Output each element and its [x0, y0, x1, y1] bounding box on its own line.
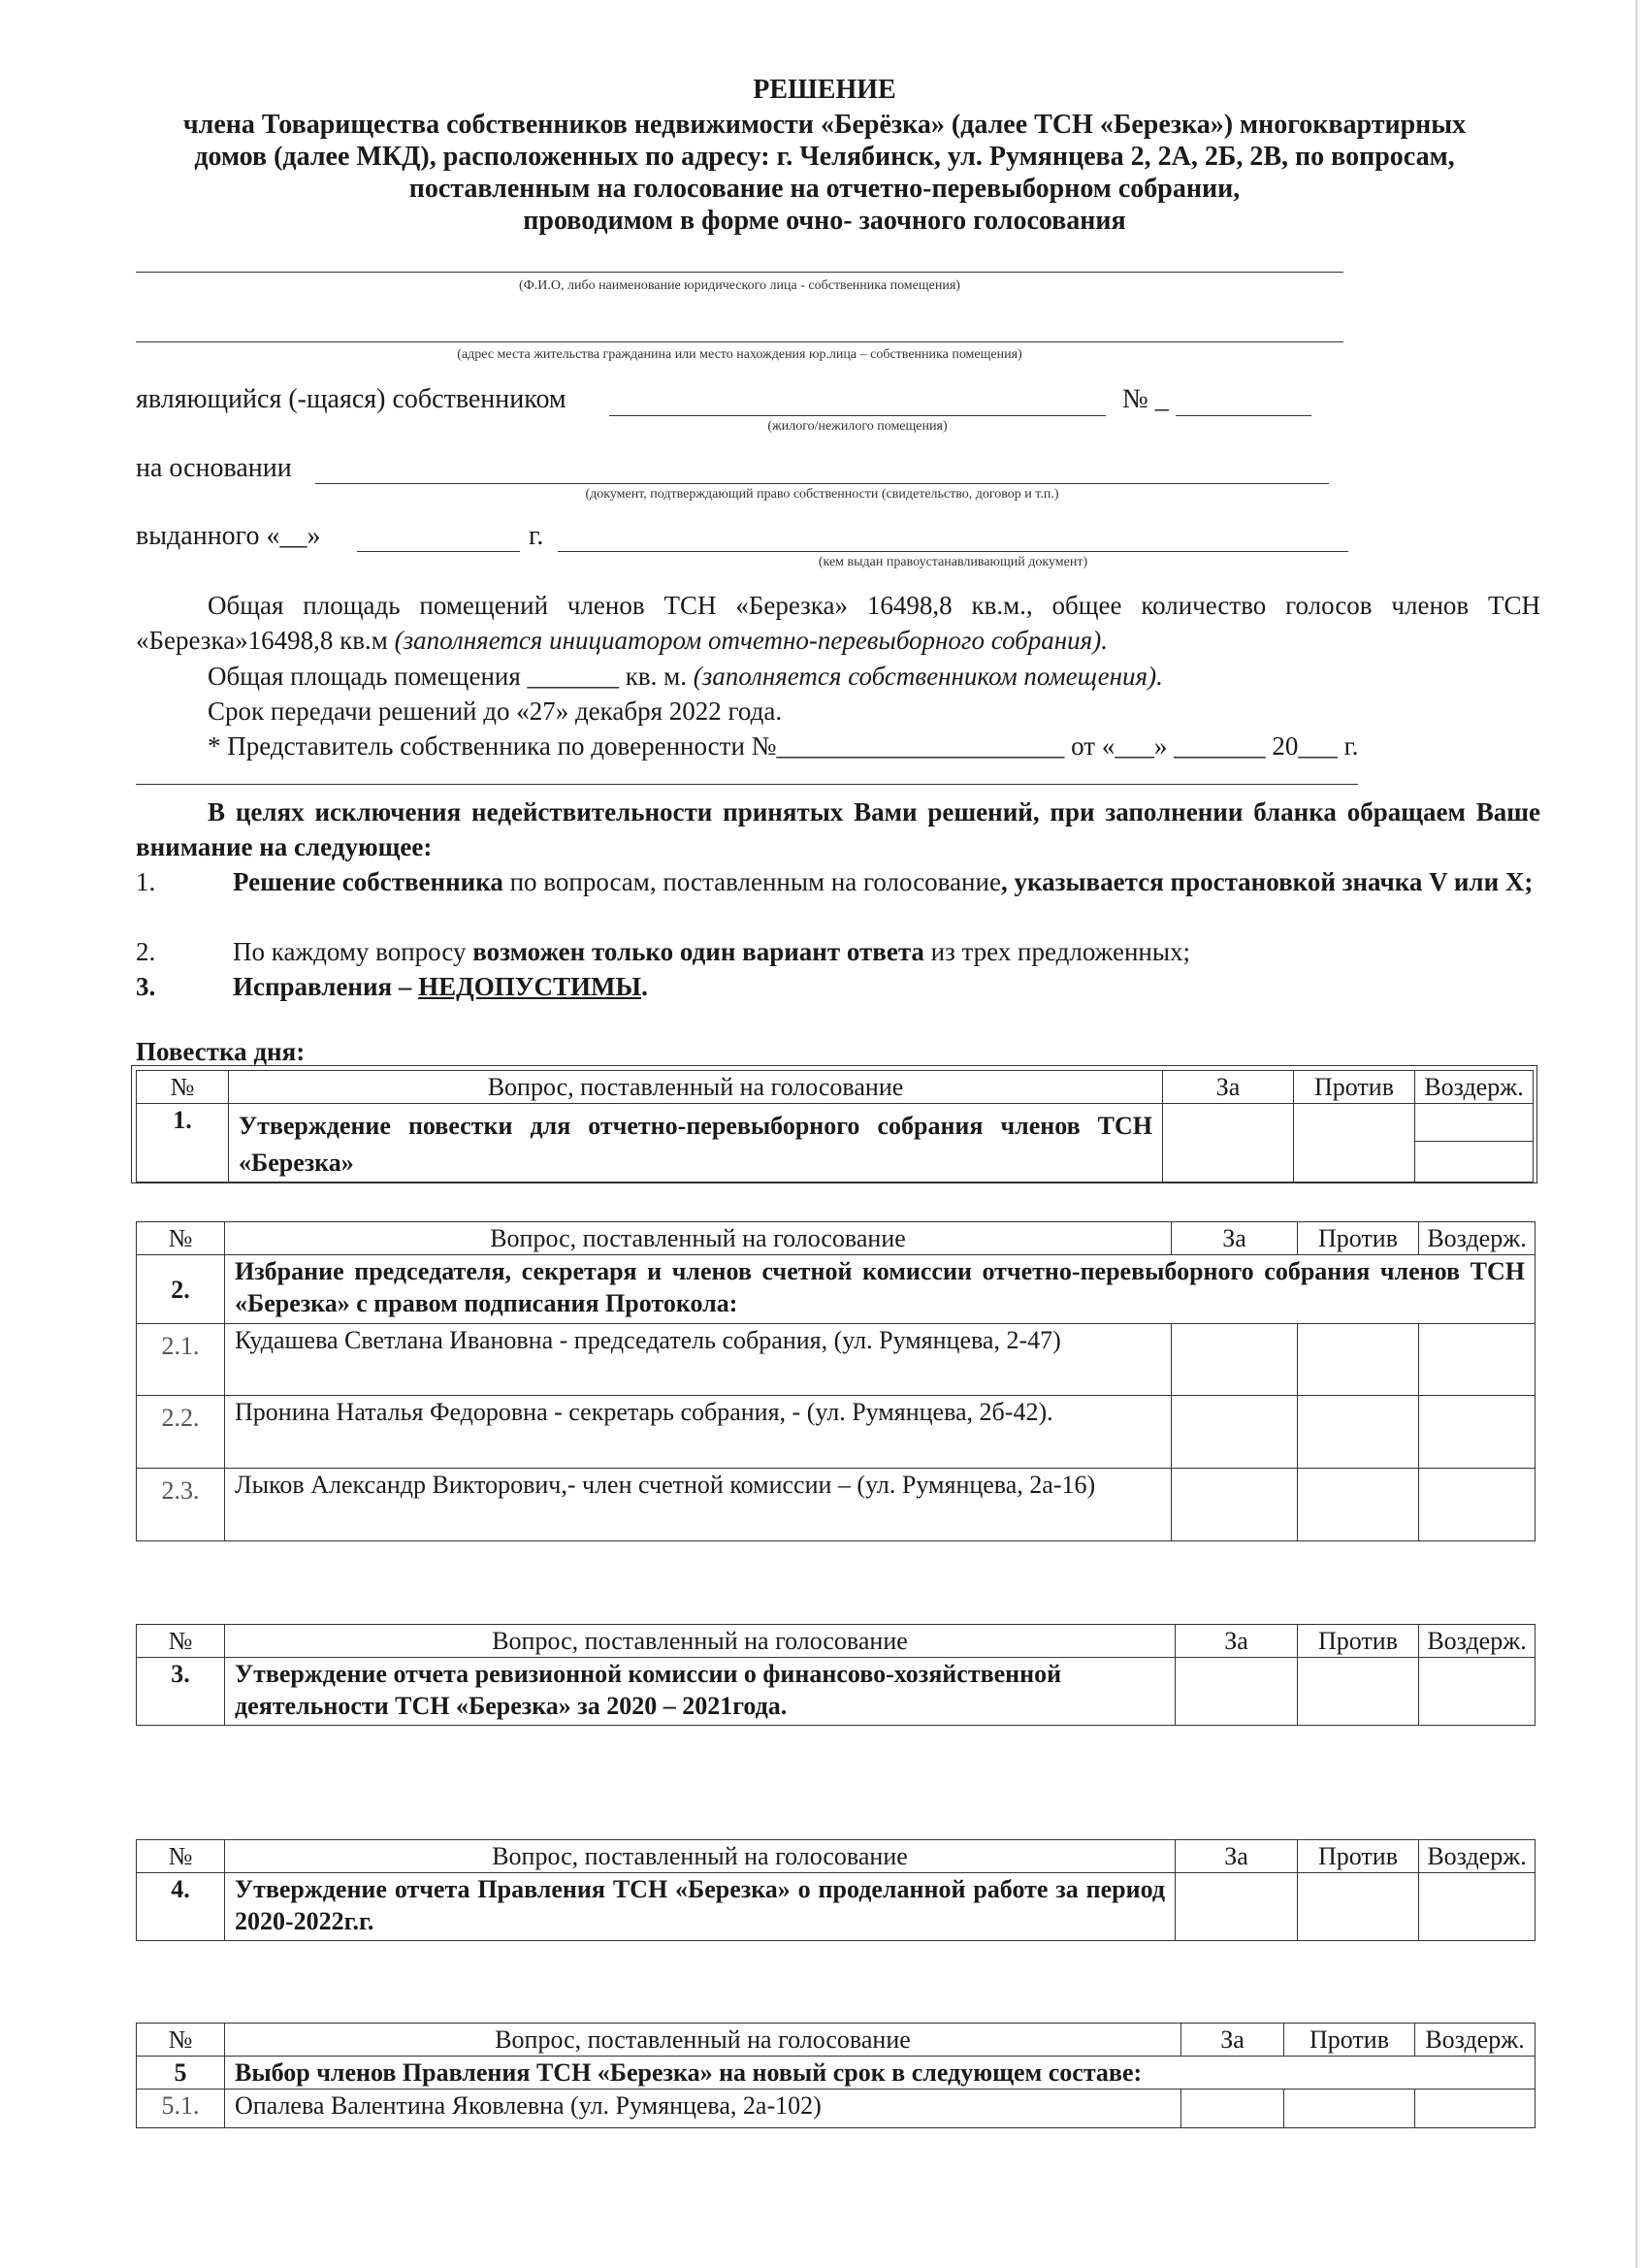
vote-abstain-box[interactable]: [1415, 1104, 1534, 1183]
row-num: 3.: [137, 1658, 225, 1726]
table-header-row: [137, 1222, 1536, 1255]
notice-item-2-b1: возможен только один вариант ответа: [472, 937, 924, 966]
notice-item-3-text: [233, 969, 648, 1004]
year-label: г.: [529, 521, 544, 551]
table-header-row: [137, 2024, 1536, 2057]
header-against: Против: [1294, 1071, 1415, 1104]
vote-for-box[interactable]: [1176, 1658, 1298, 1726]
row-question: Кудашева Светлана Ивановна - председатель собрания, (ул. Румянцева, 2-47): [225, 1324, 1172, 1396]
header-for: За: [1176, 1840, 1298, 1873]
vote-abstain-box[interactable]: [1419, 1469, 1536, 1541]
title-line-4: проводимом в форме очно- заочного голосования: [523, 206, 1126, 236]
notice-item-2-t2: из трех предложенных;: [923, 937, 1190, 966]
vote-for-box[interactable]: [1172, 1396, 1298, 1469]
owner-label: являющийся (-щаяся) собственником: [136, 384, 566, 414]
vote-table-3: [136, 1624, 1536, 1726]
row-question: Утверждение отчета ревизионной комиссии о финансово-хозяйственной деятельности ТСН «Березка» за 2020 – 2021года.: [225, 1658, 1176, 1726]
row-question: Опалева Валентина Яковлевна (ул. Румянцева, 2а-102): [225, 2090, 1181, 2128]
header-against: Против: [1298, 1222, 1419, 1255]
vote-against-box[interactable]: [1298, 1396, 1419, 1469]
number-label: № _: [1122, 384, 1169, 414]
vote-abstain-box[interactable]: [1419, 1873, 1536, 1941]
notice-item-2-num: 2.: [136, 937, 156, 966]
header-abstain: Воздерж.: [1419, 1840, 1536, 1873]
header-question: Вопрос, поставленный на голосование: [225, 1625, 1176, 1658]
fio-caption: (Ф.И.О, либо наименование юридического лица - собственника помещения): [519, 278, 960, 293]
header-num: №: [137, 1625, 225, 1658]
header-num: №: [137, 1222, 225, 1255]
representative-extra-line[interactable]: [136, 784, 1358, 785]
premises-input-line[interactable]: [609, 415, 1106, 416]
table-header-row: [137, 1071, 1534, 1104]
area-owner-note: (заполняется собственником помещения).: [693, 662, 1163, 691]
vote-table-1: [136, 1070, 1534, 1183]
header-for: За: [1172, 1222, 1298, 1255]
header-num: №: [137, 2024, 225, 2057]
vote-against-box[interactable]: [1298, 1324, 1419, 1396]
premises-number-input-line[interactable]: [1176, 415, 1311, 416]
row-question: Выбор членов Правления ТСН «Березка» на новый срок в следующем составе:: [225, 2057, 1536, 2090]
table-row: [137, 1255, 1536, 1324]
address-caption: (адрес места жительства гражданина или место нахождения юр.лица – собственника помещения): [457, 347, 1022, 362]
premises-caption: (жилого/нежилого помещения): [767, 419, 948, 434]
basis-label: на основании: [136, 453, 292, 483]
area-total-paragraph: [136, 588, 1540, 658]
vote-against-box[interactable]: [1294, 1104, 1415, 1183]
header-question: Вопрос, поставленный на голосование: [225, 1840, 1176, 1873]
notice-item-1-b1: Решение собственника: [233, 867, 503, 896]
row-question: Утверждение повестки для отчетно-перевыборного собрания членов ТСН «Березка»: [229, 1104, 1163, 1183]
table-row: [137, 1873, 1536, 1941]
header-abstain: Воздерж.: [1415, 2024, 1536, 2057]
header-question: Вопрос, поставленный на голосование: [225, 2024, 1181, 2057]
vote-against-box[interactable]: [1298, 1873, 1419, 1941]
notice-item-2: [136, 934, 1540, 969]
table-row: [137, 2057, 1536, 2090]
row-question: Лыков Александр Викторович,- член счетной комиссии – (ул. Румянцева, 2а-16): [225, 1469, 1172, 1541]
area-owner-line: [208, 659, 1163, 694]
notice-item-3-b1: Исправления –: [233, 972, 419, 1001]
header-abstain: Воздерж.: [1415, 1071, 1534, 1104]
row-num: 1.: [137, 1104, 229, 1183]
vote-against-box[interactable]: [1298, 1658, 1419, 1726]
row-question: Утверждение отчета Правления ТСН «Березка» о проделанной работе за период 2020-2022г.г.: [225, 1873, 1176, 1941]
notice-item-1: [136, 864, 1540, 934]
header-against: Против: [1298, 1625, 1419, 1658]
vote-abstain-box[interactable]: [1415, 2090, 1536, 2128]
area-total-note: (заполняется инициатором отчетно-перевыборного собрания).: [394, 626, 1108, 655]
issued-date-input-line[interactable]: [357, 551, 520, 552]
header-for: За: [1181, 2024, 1284, 2057]
row-num: 5: [137, 2057, 225, 2090]
fio-input-line[interactable]: [136, 272, 1343, 273]
header-question: Вопрос, поставленный на голосование: [229, 1071, 1163, 1104]
header-num: №: [137, 1840, 225, 1873]
issued-caption: (кем выдан правоустанавливающий документ): [818, 555, 1088, 569]
notice-item-2-text: [233, 934, 1190, 969]
row-num: 2.2.: [137, 1396, 225, 1469]
row-num: 5.1.: [137, 2090, 225, 2128]
notice-item-3-u1: НЕДОПУСТИМЫ: [418, 972, 642, 1001]
representative-line[interactable]: * Представитель собственника по доверенности №______________________ от «___» _______ 20___ г.: [208, 731, 1359, 761]
vote-for-box[interactable]: [1176, 1873, 1298, 1941]
vote-against-box[interactable]: [1284, 2090, 1415, 2128]
notice-item-3: [136, 969, 1540, 1004]
notice-item-1-b2: , указывается простановкой значка V или X;: [1000, 867, 1534, 896]
header-abstain: Воздерж.: [1419, 1222, 1536, 1255]
vote-for-box[interactable]: [1172, 1324, 1298, 1396]
title-line-1: члена Товарищества собственников недвижимости «Берёзка» (далее ТСН «Березка») многоквартирных: [182, 110, 1467, 140]
vote-table-4: [136, 1839, 1536, 1941]
table-row: [137, 1104, 1534, 1183]
basis-input-line[interactable]: [315, 483, 1329, 484]
notice-item-3-b2: .: [641, 972, 648, 1001]
area-total-text: Общая площадь помещений членов ТСН «Березка» 16498,8 кв.м., общее количество голосов членов ТСН «Березка»16498,8 кв.м: [136, 591, 1540, 655]
table-header-row: [137, 1840, 1536, 1873]
row-num: 4.: [137, 1873, 225, 1941]
notice-item-2-t1: По каждому вопросу: [233, 937, 473, 966]
notice-item-1-num: 1.: [136, 867, 156, 896]
header-abstain: Воздерж.: [1419, 1625, 1536, 1658]
vote-for-box[interactable]: [1181, 2090, 1284, 2128]
row-num: 2.1.: [137, 1324, 225, 1396]
basis-caption: (документ, подтверждающий право собственности (свидетельство, договор и т.п.): [585, 487, 1059, 502]
table-header-row: [137, 1625, 1536, 1658]
table-row: [137, 1658, 1536, 1726]
vote-table-2: [136, 1221, 1536, 1541]
header-num: №: [137, 1071, 229, 1104]
header-against: Против: [1298, 1840, 1419, 1873]
document-title: РЕШЕНИЕ: [753, 75, 896, 105]
header-for: За: [1163, 1071, 1294, 1104]
notice-item-1-text: [233, 864, 1540, 899]
address-input-line[interactable]: [136, 341, 1343, 342]
row-num: 2.: [137, 1255, 225, 1324]
issuer-input-line[interactable]: [558, 551, 1348, 552]
vote-for-box[interactable]: [1172, 1469, 1298, 1541]
vote-abstain-box[interactable]: [1419, 1658, 1536, 1726]
deadline-line: Срок передачи решений до «27» декабря 2022 года.: [208, 697, 783, 726]
title-line-2: домов (далее МКД), расположенных по адресу: г. Челябинск, ул. Румянцева 2, 2А, 2Б, 2В, по вопросам,: [194, 142, 1455, 172]
row-question: Пронина Наталья Федоровна - секретарь собрания, - (ул. Румянцева, 2б-42).: [225, 1396, 1172, 1469]
vote-abstain-box[interactable]: [1419, 1396, 1536, 1469]
table-row: [137, 1469, 1536, 1541]
table-row: [137, 1396, 1536, 1469]
header-question: Вопрос, поставленный на голосование: [225, 1222, 1172, 1255]
row-question: Избрание председателя, секретаря и членов счетной комиссии отчетно-перевыборного собрания членов ТСН «Березка» с правом подписания Протокола:: [225, 1255, 1536, 1324]
table-row: [137, 1324, 1536, 1396]
table-row: [137, 2090, 1536, 2128]
vote-for-box[interactable]: [1163, 1104, 1294, 1183]
row-num: 2.3.: [137, 1469, 225, 1541]
vote-table-5: [136, 2023, 1536, 2128]
title-line-3: поставленным на голосование на отчетно-перевыборном собрании,: [408, 174, 1241, 204]
area-owner-prefix: Общая площадь помещения _______ кв. м.: [208, 662, 687, 691]
agenda-label: Повестка дня:: [136, 1037, 306, 1066]
notice-intro: В целях исключения недействительности принятых Вами решений, при заполнении бланка обращаем Ваше внимание на следующее:: [136, 797, 1540, 861]
vote-against-box[interactable]: [1298, 1469, 1419, 1541]
header-for: За: [1176, 1625, 1298, 1658]
notice-item-1-t1: по вопросам, поставленным на голосование: [502, 867, 1001, 896]
notice-item-3-num: 3.: [136, 972, 156, 1001]
issued-label: выданного «__»: [136, 521, 321, 551]
vote-abstain-box[interactable]: [1419, 1324, 1536, 1396]
header-against: Против: [1284, 2024, 1415, 2057]
scan-edge: [1635, 0, 1637, 2268]
